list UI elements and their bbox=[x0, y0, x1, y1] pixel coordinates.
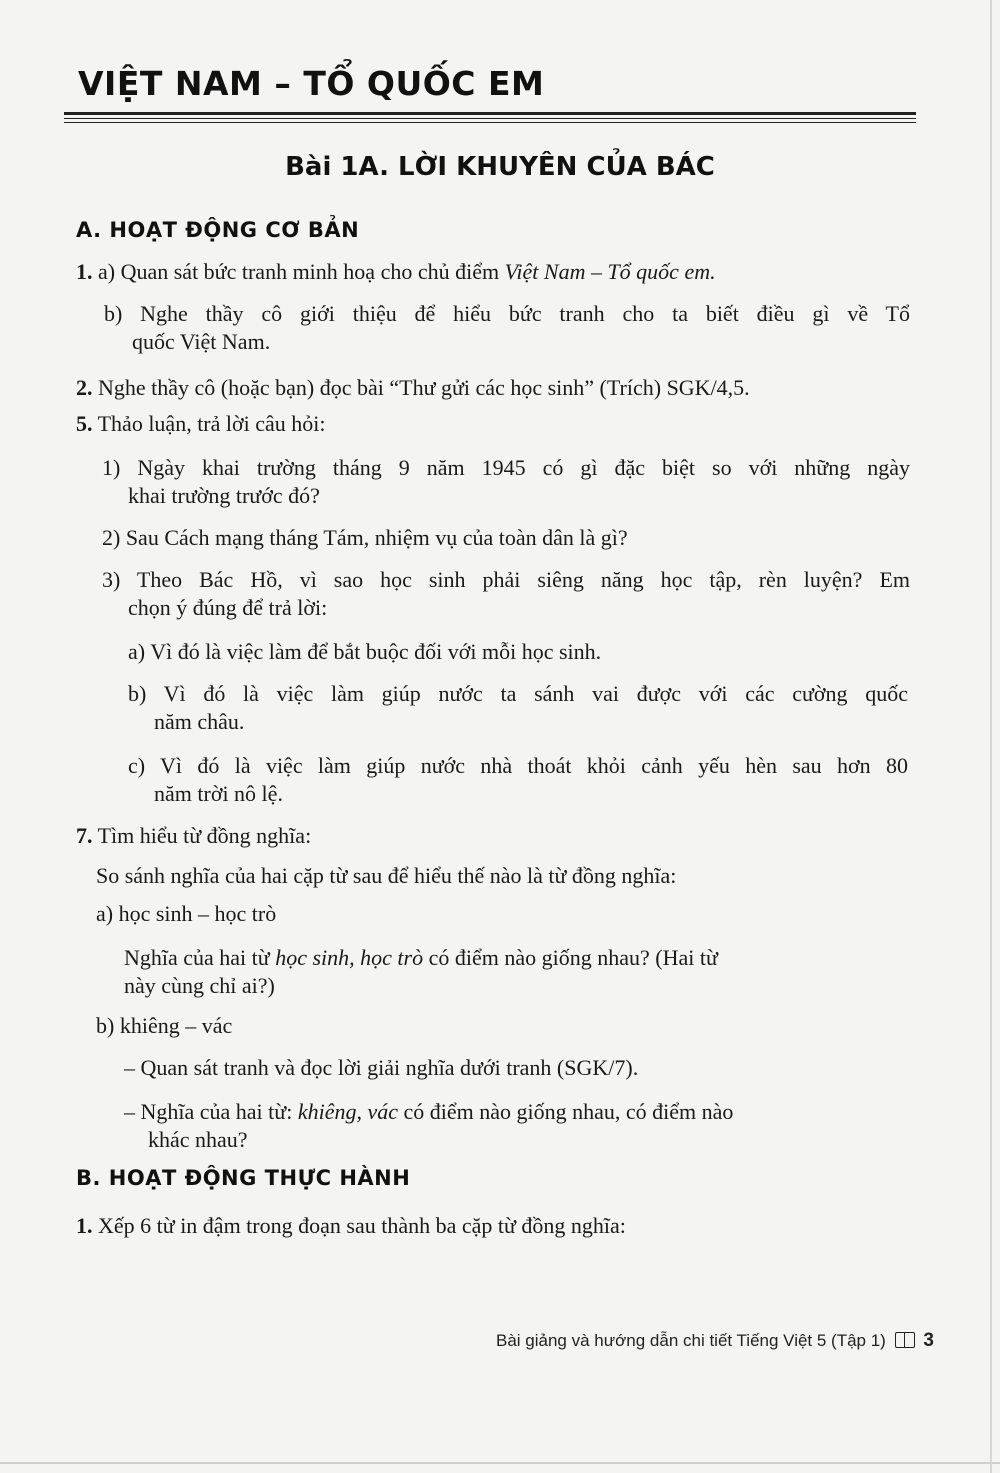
pair-a-question-line2: này cùng chỉ ai?) bbox=[124, 973, 275, 998]
pair-b: b) khiêng – vác bbox=[96, 1013, 233, 1038]
text: – Nghĩa của hai từ: bbox=[124, 1099, 298, 1124]
pair-b-instruction-2-line2: khác nhau? bbox=[148, 1127, 248, 1152]
text: Nghĩa của hai từ bbox=[124, 945, 276, 970]
italic-text: học sinh, học trò bbox=[275, 945, 424, 970]
item-1a bbox=[76, 258, 716, 286]
pair-b-instruction-2-line1 bbox=[124, 1098, 733, 1126]
item-number: 2. bbox=[76, 375, 93, 400]
item-1b-line2: quốc Việt Nam. bbox=[132, 329, 271, 354]
page-footer bbox=[496, 1330, 934, 1352]
option-b-line2: năm châu. bbox=[154, 709, 245, 734]
item-text: Nghe thầy cô (hoặc bạn) đọc bài “Thư gửi các học sinh” (Trích) SGK/4,5. bbox=[98, 375, 750, 400]
item-text: Tìm hiểu từ đồng nghĩa: bbox=[97, 823, 312, 848]
page-right-edge bbox=[990, 0, 992, 1473]
text: có điểm nào giống nhau, có điểm nào bbox=[398, 1099, 734, 1124]
page-bottom-edge bbox=[0, 1462, 1000, 1464]
pair-a-question-line1 bbox=[124, 944, 718, 972]
italic-text: khiêng, vác bbox=[297, 1099, 398, 1124]
pair-a: a) học sinh – học trò bbox=[96, 901, 277, 926]
question-3-line1: 3) Theo Bác Hồ, vì sao học sinh phải siêng năng học tập, rèn luyện? Em bbox=[102, 567, 910, 592]
section-a-heading: A. HOẠT ĐỘNG CƠ BẢN bbox=[76, 218, 360, 242]
option-a: a) Vì đó là việc làm để bắt buộc đối với mỗi học sinh. bbox=[128, 639, 602, 664]
item-number: 1. bbox=[76, 259, 93, 284]
chapter-title: VIỆT NAM – TỔ QUỐC EM bbox=[78, 64, 545, 103]
option-b-line1: b) Vì đó là việc làm giúp nước ta sánh vai được với các cường quốc bbox=[128, 681, 908, 706]
question-2: 2) Sau Cách mạng tháng Tám, nhiệm vụ của toàn dân là gì? bbox=[102, 525, 628, 550]
text: có điểm nào giống nhau? (Hai từ bbox=[423, 945, 718, 970]
italic-text: Việt Nam – Tổ quốc em. bbox=[504, 259, 716, 284]
item-2 bbox=[76, 374, 750, 402]
header-rule-thin-2 bbox=[64, 122, 916, 123]
page-number: 3 bbox=[923, 1330, 934, 1351]
header-rule-thin bbox=[64, 118, 916, 119]
item-text: a) Quan sát bức tranh minh hoạ cho chủ điểm bbox=[98, 259, 505, 284]
question-3-line2: chọn ý đúng để trả lời: bbox=[128, 595, 328, 620]
item-7 bbox=[76, 822, 311, 850]
item-text: Xếp 6 từ in đậm trong đoạn sau thành ba cặp từ đồng nghĩa: bbox=[98, 1213, 626, 1238]
item-5 bbox=[76, 410, 326, 438]
section-b-item-1 bbox=[76, 1212, 626, 1240]
footer-text: Bài giảng và hướng dẫn chi tiết Tiếng Việt 5 (Tập 1) bbox=[496, 1331, 886, 1350]
lesson-title: Bài 1A. LỜI KHUYÊN CỦA BÁC bbox=[285, 152, 715, 182]
item-number: 5. bbox=[76, 411, 93, 436]
question-1-line2: khai trường trước đó? bbox=[128, 483, 320, 508]
pair-b-instruction-1: – Quan sát tranh và đọc lời giải nghĩa dưới tranh (SGK/7). bbox=[124, 1055, 639, 1080]
section-b-heading: B. HOẠT ĐỘNG THỰC HÀNH bbox=[76, 1166, 411, 1190]
item-number: 1. bbox=[76, 1213, 93, 1238]
book-icon bbox=[895, 1332, 915, 1348]
item-text: Thảo luận, trả lời câu hỏi: bbox=[97, 411, 326, 436]
item-7-intro: So sánh nghĩa của hai cặp từ sau để hiểu thế nào là từ đồng nghĩa: bbox=[96, 863, 677, 888]
item-number: 7. bbox=[76, 823, 93, 848]
item-1b-line1: b) Nghe thầy cô giới thiệu để hiểu bức tranh cho ta biết điều gì về Tổ bbox=[104, 301, 910, 326]
option-c-line1: c) Vì đó là việc làm giúp nước nhà thoát khỏi cảnh yếu hèn sau hơn 80 bbox=[128, 753, 908, 778]
question-1-line1: 1) Ngày khai trường tháng 9 năm 1945 có gì đặc biệt so với những ngày bbox=[102, 455, 910, 480]
option-c-line2: năm trời nô lệ. bbox=[154, 781, 283, 806]
header-rule bbox=[64, 112, 916, 115]
